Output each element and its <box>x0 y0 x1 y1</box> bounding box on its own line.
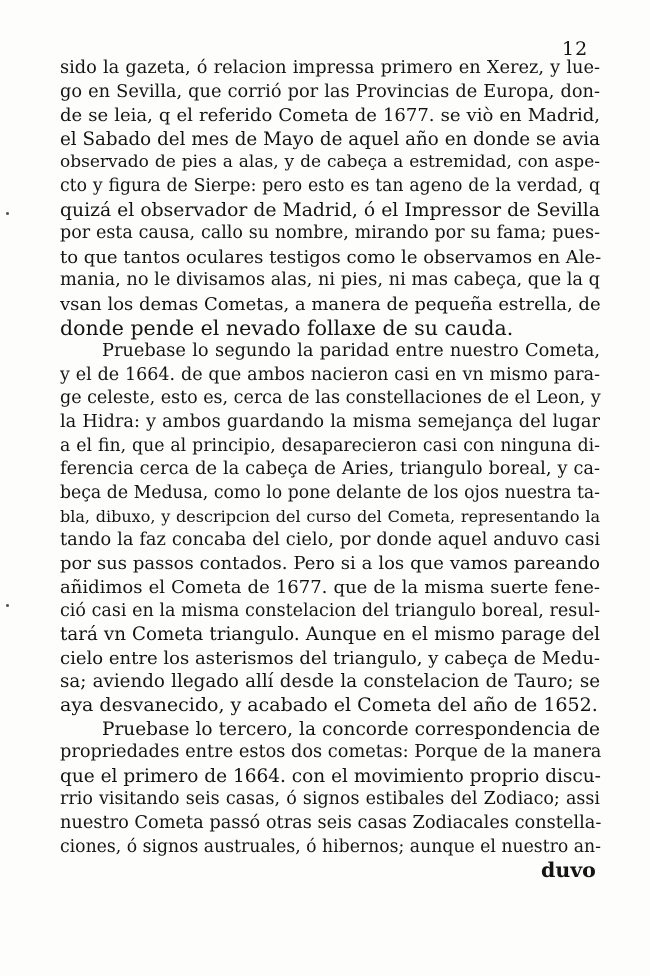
text-line: observado de pies a alas, y de cabeça a estremidad, con aspe- <box>60 152 600 173</box>
text-line: ge celeste, esto es, cerca de las constellaciones de el Leon, y <box>60 388 601 409</box>
text-line: el Sabado del mes de Mayo de aquel año en donde se avia <box>60 128 600 150</box>
text-line: vsan los demas Cometas, a manera de pequeña estrella, de <box>60 293 601 315</box>
text-line: añidimos el Cometa de 1677. que de la misma suerte fene- <box>60 577 600 599</box>
text-line: beça de Medusa, como lo pone delante de los ojos nuestra ta- <box>60 482 600 503</box>
text-line: la Hidra: y ambos guardando la misma semejança del lugar <box>60 411 600 432</box>
text-line: ferencia cerca de la cabeça de Aries, triangulo boreal, y ca- <box>60 459 600 480</box>
text-line: ciones, ó signos austruales, ó hibernos; aunque el nuestro an- <box>60 836 601 857</box>
paragraph-start-line: Pruebase lo segundo la paridad entre nuestro Cometa, <box>102 341 600 362</box>
text-line: mania, no le divisamos alas, ni pies, ni mas cabeça, que la q <box>60 270 600 291</box>
text-line: quizá el observador de Madrid, ó el Impressor de Sevilla <box>60 199 600 221</box>
paragraph-end-line: aya desvanecido, y acabado el Cometa del año de 1652. <box>60 694 598 717</box>
text-line: sido la gazeta, ó relacion impressa primero en Xerez, y lue- <box>60 58 600 78</box>
text-line: rrio visitando seis casas, ó signos estibales del Zodiaco; assi <box>60 789 600 810</box>
text-line: cielo entre los asterismos del triangulo, y cabeça de Medu- <box>60 647 600 669</box>
text-line: que el primero de 1664. con el movimiento proprio discu- <box>60 765 601 787</box>
text-line: to que tantos oculares testigos como le observamos en Ale- <box>60 246 602 268</box>
paragraph-end-line: donde pende el nevado follaxe de su cauda. <box>60 315 514 340</box>
text-line: por esta causa, callo su nombre, mirando por su fama; pues- <box>60 223 600 244</box>
text-line: a el fin, que al principio, desaparecieron casi con ninguna di- <box>60 435 600 456</box>
text-line: nuestro Cometa passó otras seis casas Zodiacales constella- <box>60 813 602 833</box>
text-line: propriedades entre estos dos cometas: Porque de la manera <box>60 742 602 763</box>
catchword: duvo <box>541 858 596 882</box>
margin-dot <box>6 212 9 215</box>
text-line: ció casi en la misma constelacion del triangulo boreal, resul- <box>60 600 600 621</box>
body-text <box>60 57 600 859</box>
text-line: bla, dibuxo, y descripcion del curso del Cometa, representando la <box>60 507 600 527</box>
text-line: por sus passos contados. Pero si a los que vamos pareando <box>60 553 600 575</box>
text-line: cto y figura de Sierpe: pero esto es tan ageno de la verdad, q <box>60 175 600 196</box>
text-line: sa; aviendo llegado allí desde la constelacion de Tauro; se <box>60 671 600 693</box>
text-line: tando la faz concaba del cielo, por donde aquel anduvo casi <box>60 529 600 550</box>
text-line: tará vn Cometa triangulo. Aunque en el mismo parage del <box>60 624 600 646</box>
text-line: go en Sevilla, que corrió por las Provincias de Europa, don- <box>60 81 600 102</box>
paragraph-start-line: Pruebase lo tercero, la concorde correspondencia de <box>102 718 600 740</box>
text-line: de se leia, q el referido Cometa de 1677. se viò en Madrid, <box>60 105 600 127</box>
margin-dot <box>6 604 9 607</box>
text-line: y el de 1664. de que ambos nacieron casi en vn mismo para- <box>60 364 600 385</box>
page-number: 12 <box>562 38 589 60</box>
